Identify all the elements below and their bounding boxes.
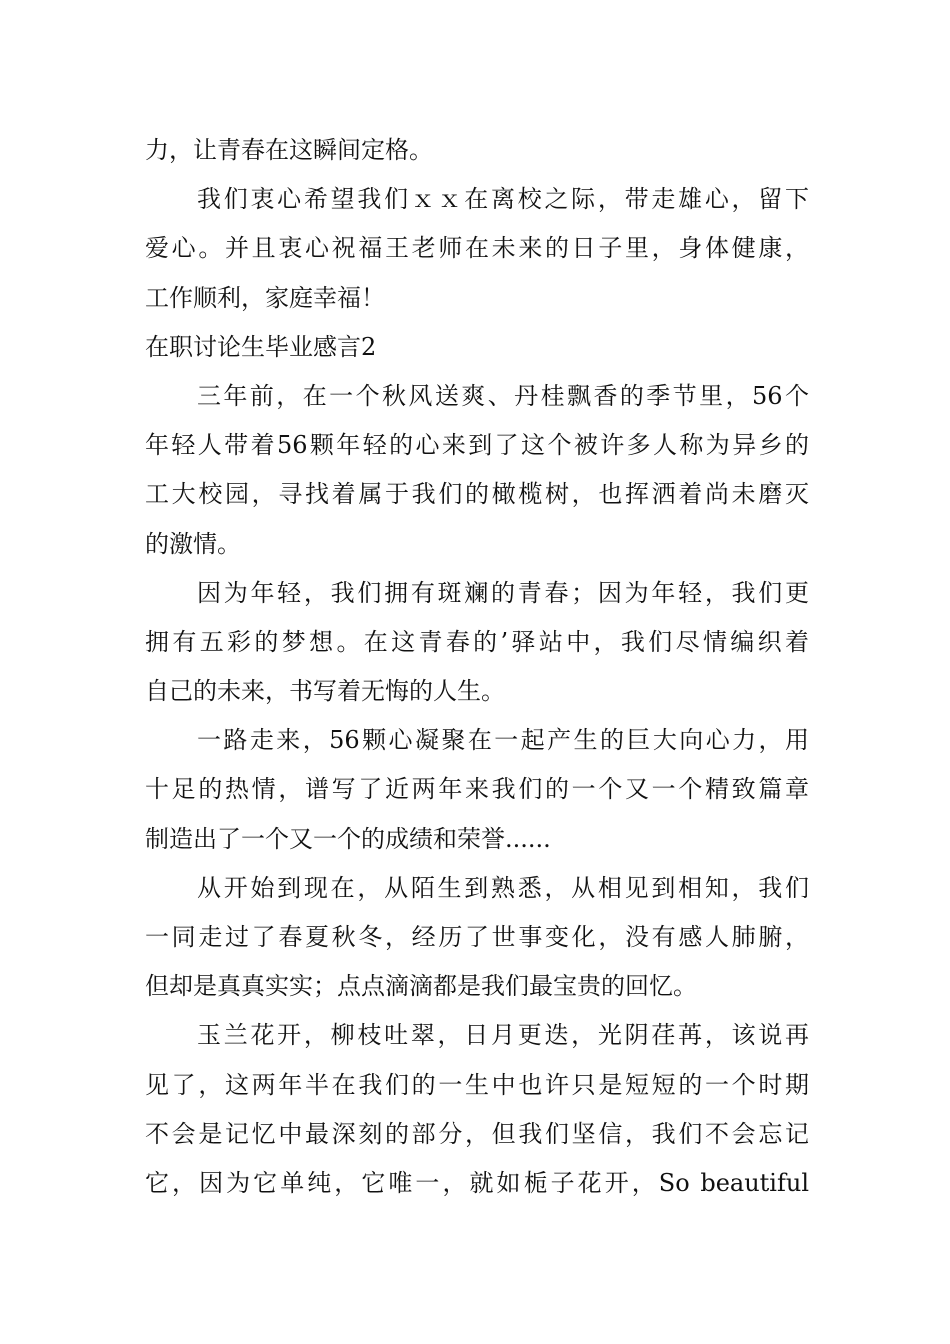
text-line: 一同走过了春夏秋冬，经历了世事变化，没有感人肺腑， [145, 923, 809, 951]
text-line: 制造出了一个又一个的成绩和荣誉...... [145, 824, 551, 853]
paragraph-start-line: 一路走来，56颗心凝聚在一起产生的巨大向心力，用 [197, 726, 809, 755]
text-line: 爱心。并且衷心祝福王老师在未来的日子里，身体健康， [145, 234, 809, 263]
paragraph-start-line: 从开始到现在，从陌生到熟悉，从相见到相知，我们 [197, 873, 809, 902]
document-body [145, 126, 809, 1208]
text-line: 工作顺利，家庭幸福！ [145, 283, 385, 312]
paragraph-start-line: 我们衷心希望我们ｘｘ在离校之际，带走雄心，留下 [197, 185, 809, 214]
text-line: 的激情。 [145, 529, 241, 558]
text-line: 工大校园，寻找着属于我们的橄榄树，也挥洒着尚未磨灭 [145, 480, 809, 509]
paragraph-start-line: 玉兰花开，柳枝吐翠，日月更迭，光阴荏苒，该说再 [197, 1021, 809, 1050]
text-line: 但却是真真实实；点点滴滴都是我们最宝贵的回忆。 [145, 972, 697, 1001]
text-line: 不会是记忆中最深刻的部分，但我们坚信，我们不会忘记 [145, 1119, 809, 1148]
text-line: 拥有五彩的梦想。在这青春的’驿站中，我们尽情编织着 [145, 627, 809, 656]
paragraph-start-line: 因为年轻，我们拥有斑斓的青春；因为年轻，我们更 [197, 578, 809, 607]
text-line: 它，因为它单纯，它唯一，就如栀子花开，So beautiful [145, 1168, 809, 1197]
paragraph-start-line: 三年前，在一个秋风送爽、丹桂飘香的季节里，56个 [197, 381, 809, 410]
text-line: 年轻人带着56颗年轻的心来到了这个被许多人称为异乡的 [145, 431, 809, 460]
text-line: 十足的热情，谱写了近两年来我们的一个又一个精致篇章 [145, 775, 809, 804]
text-line: 自己的未来，书写着无悔的人生。 [145, 677, 505, 706]
section-heading: 在职讨论生毕业感言2 [145, 332, 377, 361]
text-line: 见了，这两年半在我们的一生中也许只是短短的一个时期 [145, 1070, 809, 1099]
text-line: 力，让青春在这瞬间定格。 [145, 136, 433, 164]
